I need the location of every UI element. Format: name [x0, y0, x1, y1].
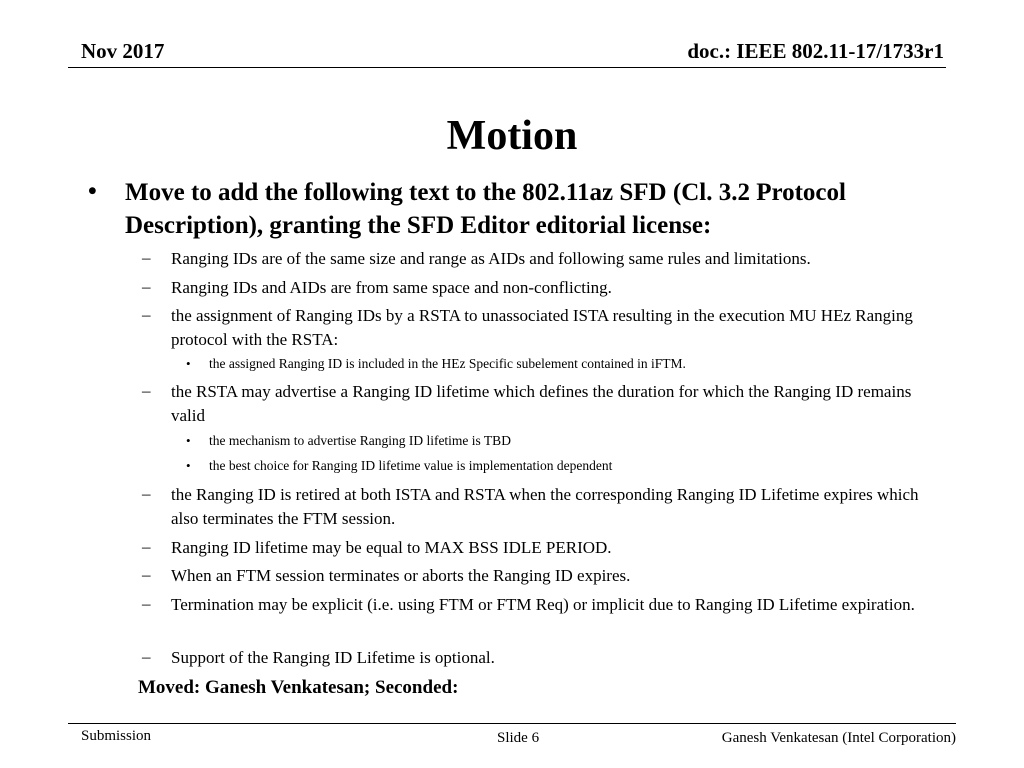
sub-bullet-mark: • — [186, 433, 191, 448]
footer-submission: Submission — [81, 728, 152, 744]
dash-text: the RSTA may advertise a Ranging ID lifetime which defines the duration for which the Ranging ID remains valid — [171, 382, 912, 425]
dash-text: When an FTM session terminates or aborts the Ranging ID expires. — [171, 566, 631, 585]
main-bullet-text: Move to add the following text to the 802.11az SFD (Cl. 3.2 Protocol Description), granting the SFD Editor editorial license: — [125, 179, 846, 239]
dash-text: Ranging ID lifetime may be equal to MAX BSS IDLE PERIOD. — [171, 538, 612, 557]
dash-text: the assignment of Ranging IDs by a RSTA to unassociated ISTA resulting in the execution MU HEz Ranging protocol with the RSTA: — [171, 306, 913, 349]
dash-text: Ranging IDs are of the same size and range as AIDs and following same rules and limitations. — [171, 249, 811, 268]
header-rule — [68, 67, 946, 68]
sub-bullet-text: the assigned Ranging ID is included in the HEz Specific subelement contained in iFTM. — [209, 356, 686, 371]
dash-text: Termination may be explicit (i.e. using FTM or FTM Req) or implicit due to Ranging ID Lifetime expiration. — [171, 595, 915, 614]
dash-mark: – — [142, 248, 151, 267]
sub-bullet-text: the mechanism to advertise Ranging ID lifetime is TBD — [209, 433, 511, 448]
footer-slide-number: Slide 6 — [497, 730, 540, 746]
moved-seconded-line: Moved: Ganesh Venkatesan; Seconded: — [138, 677, 459, 698]
sub-bullet-mark: • — [186, 356, 191, 371]
dash-mark: – — [142, 594, 151, 613]
sub-bullet-mark: • — [186, 458, 191, 473]
dash-mark: – — [142, 277, 151, 296]
sub-bullet-text: the best choice for Ranging ID lifetime value is implementation dependent — [209, 458, 613, 473]
header-doc-number: doc.: IEEE 802.11-17/1733r1 — [687, 39, 944, 63]
footer-rule — [68, 723, 956, 724]
dash-text: Support of the Ranging ID Lifetime is optional. — [171, 648, 495, 667]
dash-text: Ranging IDs and AIDs are from same space and non-conflicting. — [171, 278, 612, 297]
dash-mark: – — [142, 647, 151, 666]
header-date: Nov 2017 — [81, 39, 165, 63]
dash-text: the Ranging ID is retired at both ISTA and RSTA when the corresponding Ranging ID Lifetime expires which also terminates the FTM session. — [171, 485, 919, 528]
main-bullet-mark: • — [88, 178, 97, 205]
dash-mark: – — [142, 565, 151, 584]
dash-mark: – — [142, 537, 151, 556]
dash-mark: – — [142, 484, 151, 503]
dash-mark: – — [142, 305, 151, 324]
slide-title: Motion — [446, 113, 578, 159]
footer-author: Ganesh Venkatesan (Intel Corporation) — [721, 730, 956, 746]
dash-mark: – — [142, 381, 151, 400]
